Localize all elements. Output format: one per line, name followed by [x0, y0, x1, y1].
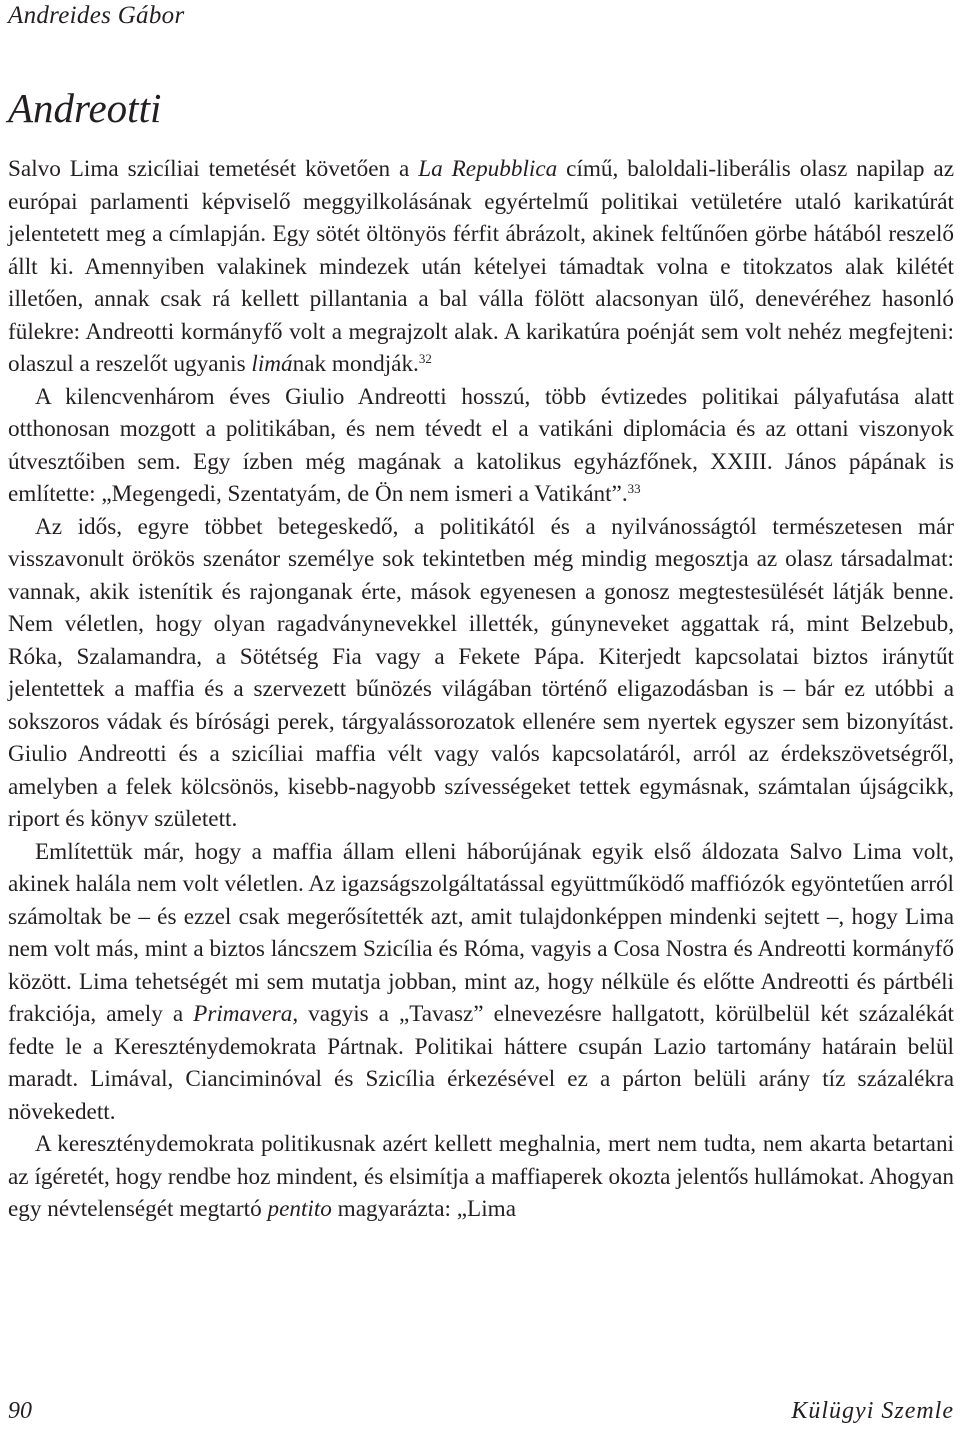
journal-name: Külügyi Szemle	[791, 1398, 954, 1424]
footnote-ref: 33	[627, 481, 641, 496]
text-run: című, baloldali-liberális olasz napilap az európai parlamenti képviselő meggyilkolásának egyértelmű politikai vetületére utaló karikatúrát jelentetett meg a címlapján. Egy sötét öltönyös férfit ábrázolt, akinek feltűnően görbe hátából reszelő állt ki. Amennyiben valakinek mindezek után kételyei támadtak volna e titokzatos alak kilétét illetően, annak csak rá kellett pillantania a bal válla fölött alacsonyan ülő, denevéréhez hasonló fülekre: Andreotti kormányfő volt a megrajzolt alak. A karikatúra poénját sem volt nehéz megfejteni: olaszul a reszelőt ugyanis	[8, 156, 955, 377]
italic-text: limá	[251, 351, 293, 377]
text-run: Salvo Lima szicíliai temetését követően a	[8, 156, 419, 182]
italic-text: pentito	[267, 1196, 332, 1222]
paragraph-1	[8, 153, 954, 381]
text-run: Az idős, egyre többet betegeskedő, a politikától és a nyilvánosságtól természetesen már visszavonult örökös szenátor személye sok tekintetben még mindig megosztja az olasz társadalmat: vannak, akik istenítik és rajonganak érte, mások egyenesen a gonosz megtestesülését látják benne. Nem véletlen, hogy olyan ragadványnevekkel illették, gúnyneveket aggattak rá, mint Belzebub, Róka, Szalamandra, a Sötétség Fia vagy a Fekete Pápa. Kiterjedt kapcsolatai biztos iránytűt jelentettek a maffia és a szervezett bűnözés világában történő eligazodásban is – bár ez utóbbi a sokszoros vádak és bírósági perek, tárgyalássorozatok ellenére sem nyertek egyszer sem bizonyítást. Giulio Andreotti és a szicíliai maffia vélt vagy valós kapcsolatáról, arról az érdekszövetségről, amelyben a felek kölcsönös, kisebb-nagyobb szívességeket tettek egymásnak, számtalan újságcikk, riport és könyv született.	[8, 513, 954, 832]
running-head: Andreides Gábor	[8, 2, 185, 29]
text-run: vagyis a „Tavasz” elnevezésre hallgatott, körülbelül két százalékát fedte le a Kereszténydemokrata Pártnak. Politikai háttere csupán Lazio tartomány határain belül maradt. Limával, Cianciminóval és Szicília érkezésével ez a párton belüli arány tíz százalékra növekedett.	[8, 1001, 954, 1125]
text-run: A kilencvenhárom éves Giulio Andreotti hosszú, több évtizedes politikai pályafutása alatt otthonosan mozgott a politikában, és nem tévedt el a vatikáni diplomácia és az ottani viszonyok útvesztőiben sem. Egy ízben még magának a katolikus egyházfőnek, XXIII. János pápának is említette: „Megengedi, Szentatyám, de Ön nem ismeri a Vatikánt”.	[8, 383, 954, 507]
text-run: magyarázta: „Lima	[331, 1196, 516, 1222]
chapter-title: Andreotti	[8, 85, 162, 131]
page-number: 90	[8, 1398, 32, 1424]
paragraph-3	[8, 511, 954, 836]
italic-text: Primavera,	[193, 1001, 299, 1027]
text-run: Említettük már, hogy a maffia állam elleni háborújának egyik első áldozata Salvo Lima volt, akinek halála nem volt véletlen. Az igazságszolgáltatással együttműködő maffiózók egyöntetűen arról számoltak be – és ezzel csak megerősítették azt, amit tulajdonképpen mindenki sejtett –, hogy Lima nem volt más, mint a biztos láncszem Szicília és Róma, vagyis a Cosa Nostra és Andreotti kormányfő között. Lima tehetségét mi sem mutatja jobban, mint az, hogy nélküle és előtte Andreotti és pártbéli frakciója, amely a	[8, 838, 954, 1027]
paragraph-2	[8, 381, 954, 511]
text-run: A kereszténydemokrata politikusnak azért kellett meghalnia, mert nem tudta, nem akarta betartani az ígéretét, hogy rendbe hoz mindent, és elsimítja a maffiaperek okozta jelentős hullámokat. Ahogyan egy névtelenségét megtartó	[8, 1131, 954, 1222]
paragraph-4	[8, 836, 954, 1129]
text-run: nak mondják.	[292, 351, 419, 377]
body-text	[8, 153, 954, 1226]
paragraph-5	[8, 1128, 954, 1226]
footnote-ref: 32	[418, 351, 432, 366]
italic-text: La Repubblica	[418, 156, 558, 182]
